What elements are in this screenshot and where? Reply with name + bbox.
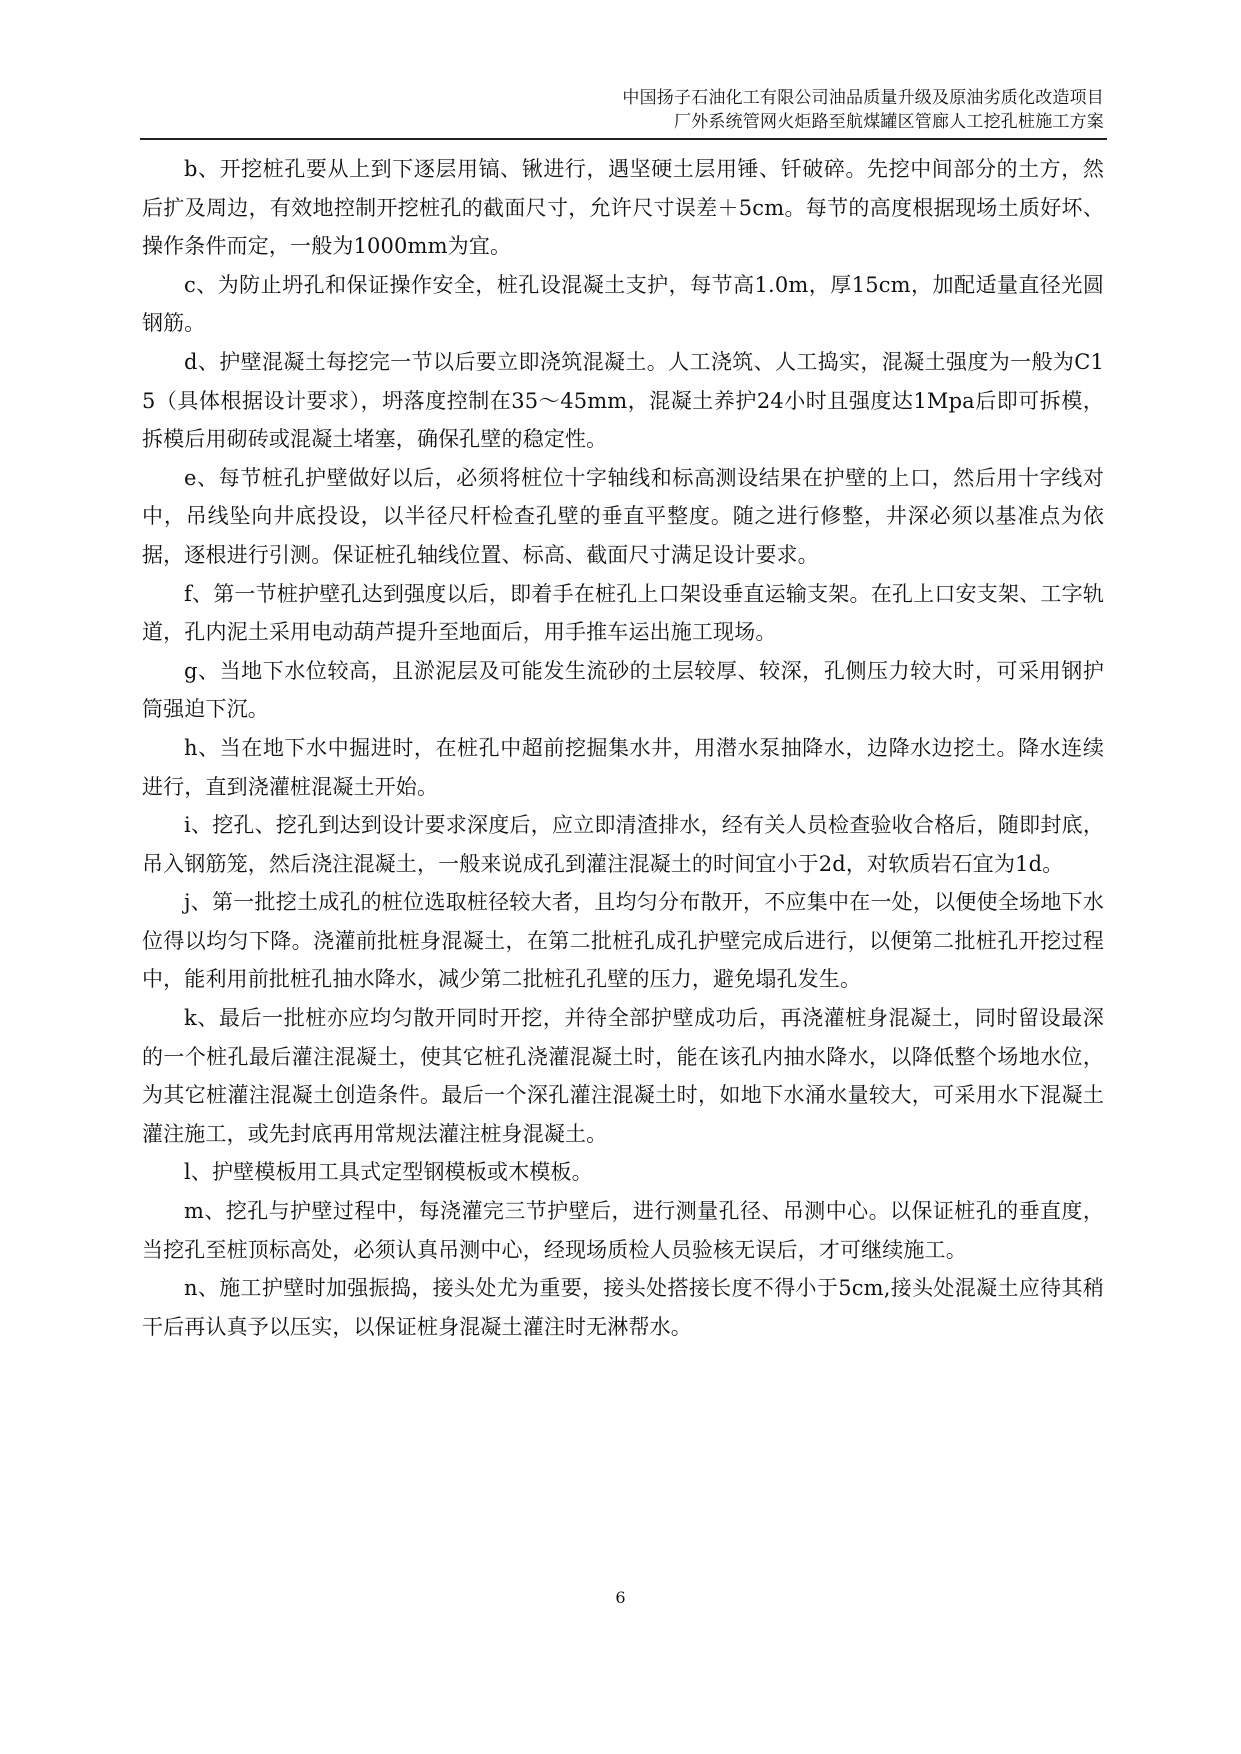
page-number: 6	[615, 1588, 626, 1607]
paragraph-d: d、护壁混凝土每挖完一节以后要立即浇筑混凝土。人工浇筑、人工捣实，混凝土强度为一般为C15（具体根据设计要求），坍落度控制在35～45mm，混凝土养护24小时且强度达1Mpa后即可拆模，拆模后用砌砖或混凝土堵塞，确保孔壁的稳定性。	[142, 349, 1104, 452]
paragraph-f: f、第一节桩护壁孔达到强度以后，即着手在桩孔上口架设垂直运输支架。在孔上口安支架、工字轨道，孔内泥土采用电动葫芦提升至地面后，用手推车运出施工现场。	[142, 581, 1104, 645]
header-divider	[140, 138, 1107, 140]
header-document-title: 厂外系统管网火炬路至航煤罐区管廊人工挖孔桩施工方案	[674, 112, 1104, 132]
header-project-title: 中国扬子石油化工有限公司油品质量升级及原油劣质化改造项目	[622, 88, 1104, 108]
paragraph-c: c、为防止坍孔和保证操作安全，桩孔设混凝土支护，每节高1.0m，厚15cm，加配适量直径光圆钢筋。	[142, 272, 1104, 336]
paragraph-e: e、每节桩孔护壁做好以后，必须将桩位十字轴线和标高测设结果在护壁的上口，然后用十字线对中，吊线坠向井底投设，以半径尺杆检查孔壁的垂直平整度。随之进行修整，井深必须以基准点为依据，逐根进行引测。保证桩孔轴线位置、标高、截面尺寸满足设计要求。	[142, 465, 1104, 567]
page-header	[142, 86, 1104, 138]
paragraph-m: m、挖孔与护壁过程中，每浇灌完三节护壁后，进行测量孔径、吊测中心。以保证桩孔的垂直度，当挖孔至桩顶标高处，必须认真吊测中心，经现场质检人员验核无误后，才可继续施工。	[142, 1199, 1104, 1262]
paragraph-b: b、开挖桩孔要从上到下逐层用镐、锹进行，遇坚硬土层用锤、钎破碎。先挖中间部分的土方，然后扩及周边，有效地控制开挖桩孔的截面尺寸，允许尺寸误差＋5cm。每节的高度根据现场土质好坏、操作条件而定，一般为1000mm为宜。	[142, 157, 1104, 259]
paragraph-k: k、最后一批桩亦应均匀散开同时开挖，并待全部护壁成功后，再浇灌桩身混凝土，同时留设最深的一个桩孔最后灌注混凝土，使其它桩孔浇灌混凝土时，能在该孔内抽水降水，以降低整个场地水位，为其它桩灌注混凝土创造条件。最后一个深孔灌注混凝土时，如地下水涌水量较大，可采用水下混凝土灌注施工，或先封底再用常规法灌注桩身混凝土。	[142, 1006, 1104, 1146]
paragraph-h: h、当在地下水中掘进时，在桩孔中超前挖掘集水井，用潜水泵抽降水，边降水边挖土。降水连续进行，直到浇灌桩混凝土开始。	[142, 735, 1104, 799]
paragraph-n: n、施工护壁时加强振捣，接头处尤为重要，接头处搭接长度不得小于5cm,接头处混凝土应待其稍干后再认真予以压实，以保证桩身混凝土灌注时无淋帮水。	[142, 1276, 1104, 1339]
paragraph-j: j、第一批挖土成孔的桩位选取桩径较大者，且均匀分布散开，不应集中在一处，以便使全场地下水位得以均匀下降。浇灌前批桩身混凝土，在第二批桩孔成孔护壁完成后进行，以便第二批桩孔开挖过程中，能利用前批桩孔抽水降水，减少第二批桩孔孔壁的压力，避免塌孔发生。	[142, 890, 1104, 992]
document-body	[142, 150, 1104, 1346]
paragraph-l: l、护壁模板用工具式定型钢模板或木模板。	[184, 1160, 593, 1185]
paragraph-i: i、挖孔、挖孔到达到设计要求深度后，应立即清渣排水，经有关人员检查验收合格后，随即封底，吊入钢筋笼，然后浇注混凝土，一般来说成孔到灌注混凝土的时间宜小于2d，对软质岩石宜为1d。	[142, 813, 1104, 876]
paragraph-g: g、当地下水位较高，且淤泥层及可能发生流砂的土层较厚、较深，孔侧压力较大时，可采用钢护筒强迫下沉。	[142, 658, 1104, 722]
